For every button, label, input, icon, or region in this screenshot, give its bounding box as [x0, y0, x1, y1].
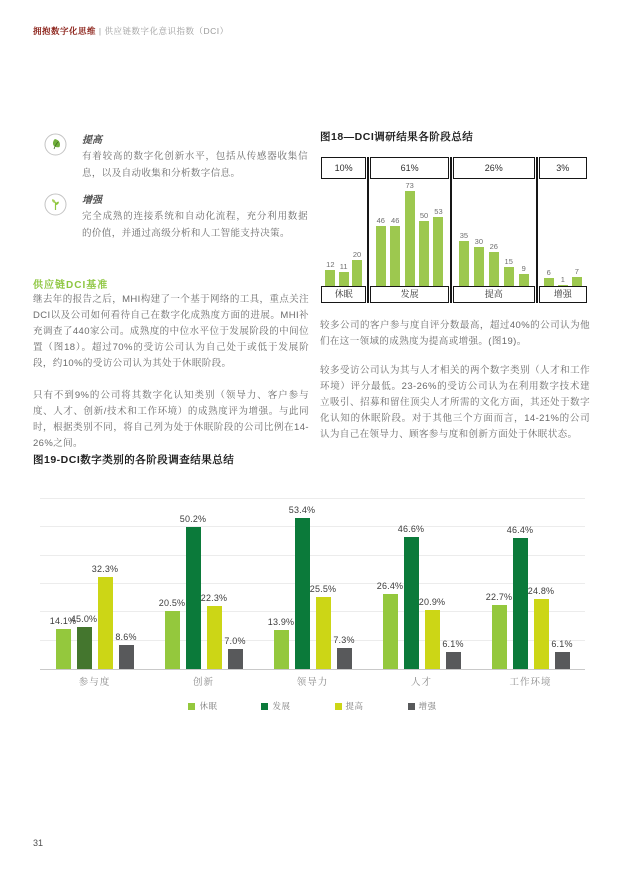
bar-value-label: 50.2% — [179, 513, 207, 524]
item-title-improve: 提高 — [82, 135, 102, 146]
bar-with-label — [442, 499, 464, 669]
bar-with-label — [376, 179, 386, 286]
stage-name-label: 提高 — [453, 286, 535, 303]
bar — [339, 272, 349, 286]
legend-item — [261, 700, 290, 712]
bar-value-label: 32.3% — [91, 564, 119, 575]
category-label: 领导力 — [296, 677, 329, 688]
bar — [383, 594, 398, 669]
bar-with-label — [376, 499, 404, 669]
bar-with-label — [115, 499, 137, 669]
bar-with-label — [224, 499, 246, 669]
bar-value-label: 20 — [352, 250, 362, 259]
bar-with-label — [551, 499, 573, 669]
bar-value-label: 26.4% — [376, 581, 404, 592]
bar-with-label — [158, 499, 186, 669]
stage-name-label: 休眠 — [321, 286, 366, 303]
bar-with-label — [558, 179, 568, 286]
bar — [544, 278, 554, 286]
figure-18-title: 图18—DCI调研结果各阶段总结 — [320, 131, 474, 143]
bar-with-label — [333, 499, 355, 669]
bar-value-label: 73 — [405, 181, 414, 191]
bar-value-label: 35 — [459, 230, 469, 240]
bar-value-label: 7.3% — [333, 635, 355, 646]
bar-with-label — [405, 179, 415, 286]
category-label: 参与度 — [78, 677, 111, 688]
stage-column — [538, 157, 588, 303]
bar-groups — [40, 499, 585, 669]
legend-item — [335, 700, 364, 712]
bar-value-label: 46.4% — [506, 524, 534, 535]
bar-value-label: 53.4% — [288, 504, 316, 515]
bar — [474, 247, 484, 286]
page-header — [33, 25, 229, 37]
bar — [337, 648, 352, 669]
stage-name-label: 增强 — [539, 286, 587, 303]
bar — [228, 649, 243, 669]
bar-value-label: 8.6% — [115, 631, 137, 642]
figure-19-title: 图19-DCI数字类别的各阶段调查结果总结 — [33, 454, 235, 466]
bar-with-label — [200, 499, 228, 669]
bar-with-label — [506, 499, 534, 669]
item-body-enhance: 完全成熟的连接系统和自动化流程，充分利用数据的价值，并通过高级分析和人工智能支持决策。 — [82, 211, 308, 239]
figure-19-category-labels — [40, 674, 585, 688]
bar-with-label — [474, 179, 484, 286]
bar-group — [149, 499, 258, 669]
bar-with-label — [179, 499, 207, 669]
bar-with-label — [325, 179, 335, 286]
bar-group — [476, 499, 585, 669]
legend-item — [408, 700, 437, 712]
bar — [405, 191, 415, 286]
bar-value-label: 15 — [504, 256, 513, 266]
bar-group — [40, 499, 149, 669]
category-label: 人才 — [410, 677, 432, 688]
bar-with-label — [390, 179, 400, 286]
stage-bars — [452, 179, 536, 286]
bar-value-label: 11 — [339, 261, 348, 271]
bar-value-label: 13.9% — [267, 616, 295, 627]
bar-with-label — [527, 499, 555, 669]
bar-value-label: 1 — [560, 274, 565, 284]
header-separator: | — [96, 26, 105, 36]
right-paragraph-1: 较多公司的客户参与度自评分数最高，超过40%的公司认为他们在这一领域的成熟度为提高或增强。(图19)。 — [320, 320, 590, 347]
bar-value-label: 20.5% — [158, 597, 186, 608]
report-subtitle: 供应链数字化意识指数（DCI） — [104, 26, 229, 36]
bar — [119, 645, 134, 669]
stage-bars — [369, 179, 450, 286]
bar-with-label — [91, 499, 119, 669]
stage-bars — [320, 179, 367, 286]
bar-group — [367, 499, 476, 669]
stage-share-label: 26% — [453, 157, 535, 179]
stage-bars — [538, 179, 588, 286]
bar — [56, 629, 71, 669]
item-title-enhance: 增强 — [82, 195, 102, 206]
bar — [425, 610, 440, 669]
bar-value-label: 12 — [326, 260, 335, 270]
bar — [534, 599, 549, 669]
bar — [489, 252, 499, 286]
legend-label: 发展 — [272, 701, 291, 711]
bar-with-label — [459, 179, 469, 286]
stage-share-label: 3% — [539, 157, 587, 179]
bar-value-label: 6 — [546, 268, 551, 278]
bar-with-label — [485, 499, 513, 669]
bar-value-label: 6.1% — [551, 638, 573, 649]
bar-with-label — [544, 179, 554, 286]
left-paragraph-2: 只有不到9%的公司将其数字化认知类别（领导力、客户参与度、人才、创新/技术和工作环境）的成熟度评为增强。与此同时，根据类别不同，将自己列为处于休眠阶段的公司比例在14-26%之间。 — [33, 390, 309, 449]
figure-19-chart — [40, 499, 585, 670]
stage-column — [369, 157, 450, 303]
bar — [325, 270, 335, 286]
bar — [404, 537, 419, 669]
category-label: 创新 — [192, 677, 214, 688]
bar-group — [258, 499, 367, 669]
bar-value-label: 46.6% — [397, 523, 425, 534]
legend-label: 提高 — [345, 701, 364, 711]
bar-value-label: 26 — [489, 242, 498, 252]
stage-name-label: 发展 — [370, 286, 449, 303]
bar-value-label: 53 — [434, 207, 443, 217]
bar — [165, 611, 180, 669]
leaf-icon — [44, 133, 67, 156]
bar — [207, 606, 222, 669]
bar-with-label — [309, 499, 337, 669]
maturity-item-improve — [44, 131, 308, 182]
bar-value-label: 46 — [376, 216, 385, 226]
legend-swatch — [261, 703, 268, 710]
page-number: 31 — [33, 838, 44, 848]
left-paragraph-1: 继去年的报告之后，MHI构建了一个基于网络的工具，重点关注DCI以及公司如何看待自己在数字化成熟度方面的进展。MHI补充调查了440家公司。成熟度的中位水平位于发展阶段的中间位置（图18）。超过70%的受访公司认为自己处于或低于发展阶段，约10%的受访公司认为其处于休眠阶段。 — [33, 294, 310, 369]
bar-value-label: 6.1% — [442, 638, 464, 649]
bar-value-label: 24.8% — [527, 585, 555, 596]
bar-value-label: 9 — [521, 264, 526, 274]
bar — [98, 577, 113, 669]
bar-with-label — [433, 179, 443, 286]
bar-with-label — [397, 499, 425, 669]
figure-18-chart — [320, 157, 588, 303]
bar — [274, 630, 289, 669]
bar — [446, 652, 461, 669]
legend-swatch — [335, 703, 342, 710]
bar — [519, 274, 529, 286]
bar-with-label — [519, 179, 529, 286]
bar — [459, 241, 469, 287]
bar-with-label — [504, 179, 514, 286]
bar — [352, 260, 362, 286]
bar-value-label: 30 — [474, 237, 484, 246]
bar-with-label — [49, 499, 77, 669]
legend-swatch — [408, 703, 415, 710]
right-paragraph-2: 较多受访公司认为其与人才相关的两个数字类别（人才和工作环境）评分最低。23-26%的受访公司认为在利用数字技术建立吸引、招募和留住顶尖人才所需的文化方面，其还处于数字化认知的休眠阶段。对于其他三个方面而言，14-21%的公司认为自己在领导力、顾客参与度和创新方面处于休眠状态。 — [320, 365, 590, 440]
bar-value-label: 7.0% — [224, 636, 246, 647]
bar-value-label: 45.0% — [70, 613, 98, 624]
bar-with-label — [288, 499, 316, 669]
legend-swatch — [188, 703, 195, 710]
item-body-improve: 有着较高的数字化创新水平，包括从传感器收集信息，以及自动收集和分析数字信息。 — [82, 151, 308, 179]
stage-column — [320, 157, 367, 303]
bar-value-label: 50 — [419, 211, 429, 220]
bar-value-label: 22.3% — [200, 592, 228, 603]
bar — [186, 527, 201, 669]
bar-with-label — [419, 179, 429, 286]
bar-value-label: 25.5% — [309, 583, 337, 594]
report-title: 拥抱数字化思维 — [33, 26, 97, 36]
legend-item — [188, 700, 217, 712]
bar-with-label — [489, 179, 499, 286]
bar-with-label — [267, 499, 295, 669]
bar — [504, 267, 514, 287]
bar-with-label — [418, 499, 446, 669]
bar — [555, 652, 570, 669]
bar — [376, 226, 386, 286]
bar-with-label — [339, 179, 349, 286]
legend-label: 增强 — [418, 701, 437, 711]
bar-value-label: 22.7% — [485, 591, 513, 602]
bar — [77, 627, 92, 670]
bar-with-label — [70, 499, 98, 669]
bar-value-label: 14.1% — [49, 616, 77, 627]
section-heading: 供应链DCI基准 — [33, 280, 109, 291]
stage-column — [452, 157, 536, 303]
bar — [390, 226, 400, 286]
bar — [572, 277, 582, 286]
sprout-icon — [44, 193, 67, 216]
stage-share-label: 10% — [321, 157, 366, 179]
maturity-item-enhance — [44, 191, 308, 242]
bar — [295, 518, 310, 669]
bar-value-label: 20.9% — [418, 596, 446, 607]
bar-value-label: 46 — [391, 216, 400, 226]
bar — [433, 217, 443, 286]
bar — [316, 597, 331, 669]
bar — [419, 221, 429, 286]
bar-with-label — [352, 179, 362, 286]
category-label: 工作环境 — [509, 677, 552, 688]
bar-with-label — [572, 179, 582, 286]
legend-label: 休眠 — [199, 701, 218, 711]
bar — [513, 538, 528, 669]
bar-value-label: 7 — [574, 266, 579, 276]
figure-19-legend — [40, 700, 585, 712]
bar — [492, 605, 507, 669]
stage-share-label: 61% — [370, 157, 449, 179]
